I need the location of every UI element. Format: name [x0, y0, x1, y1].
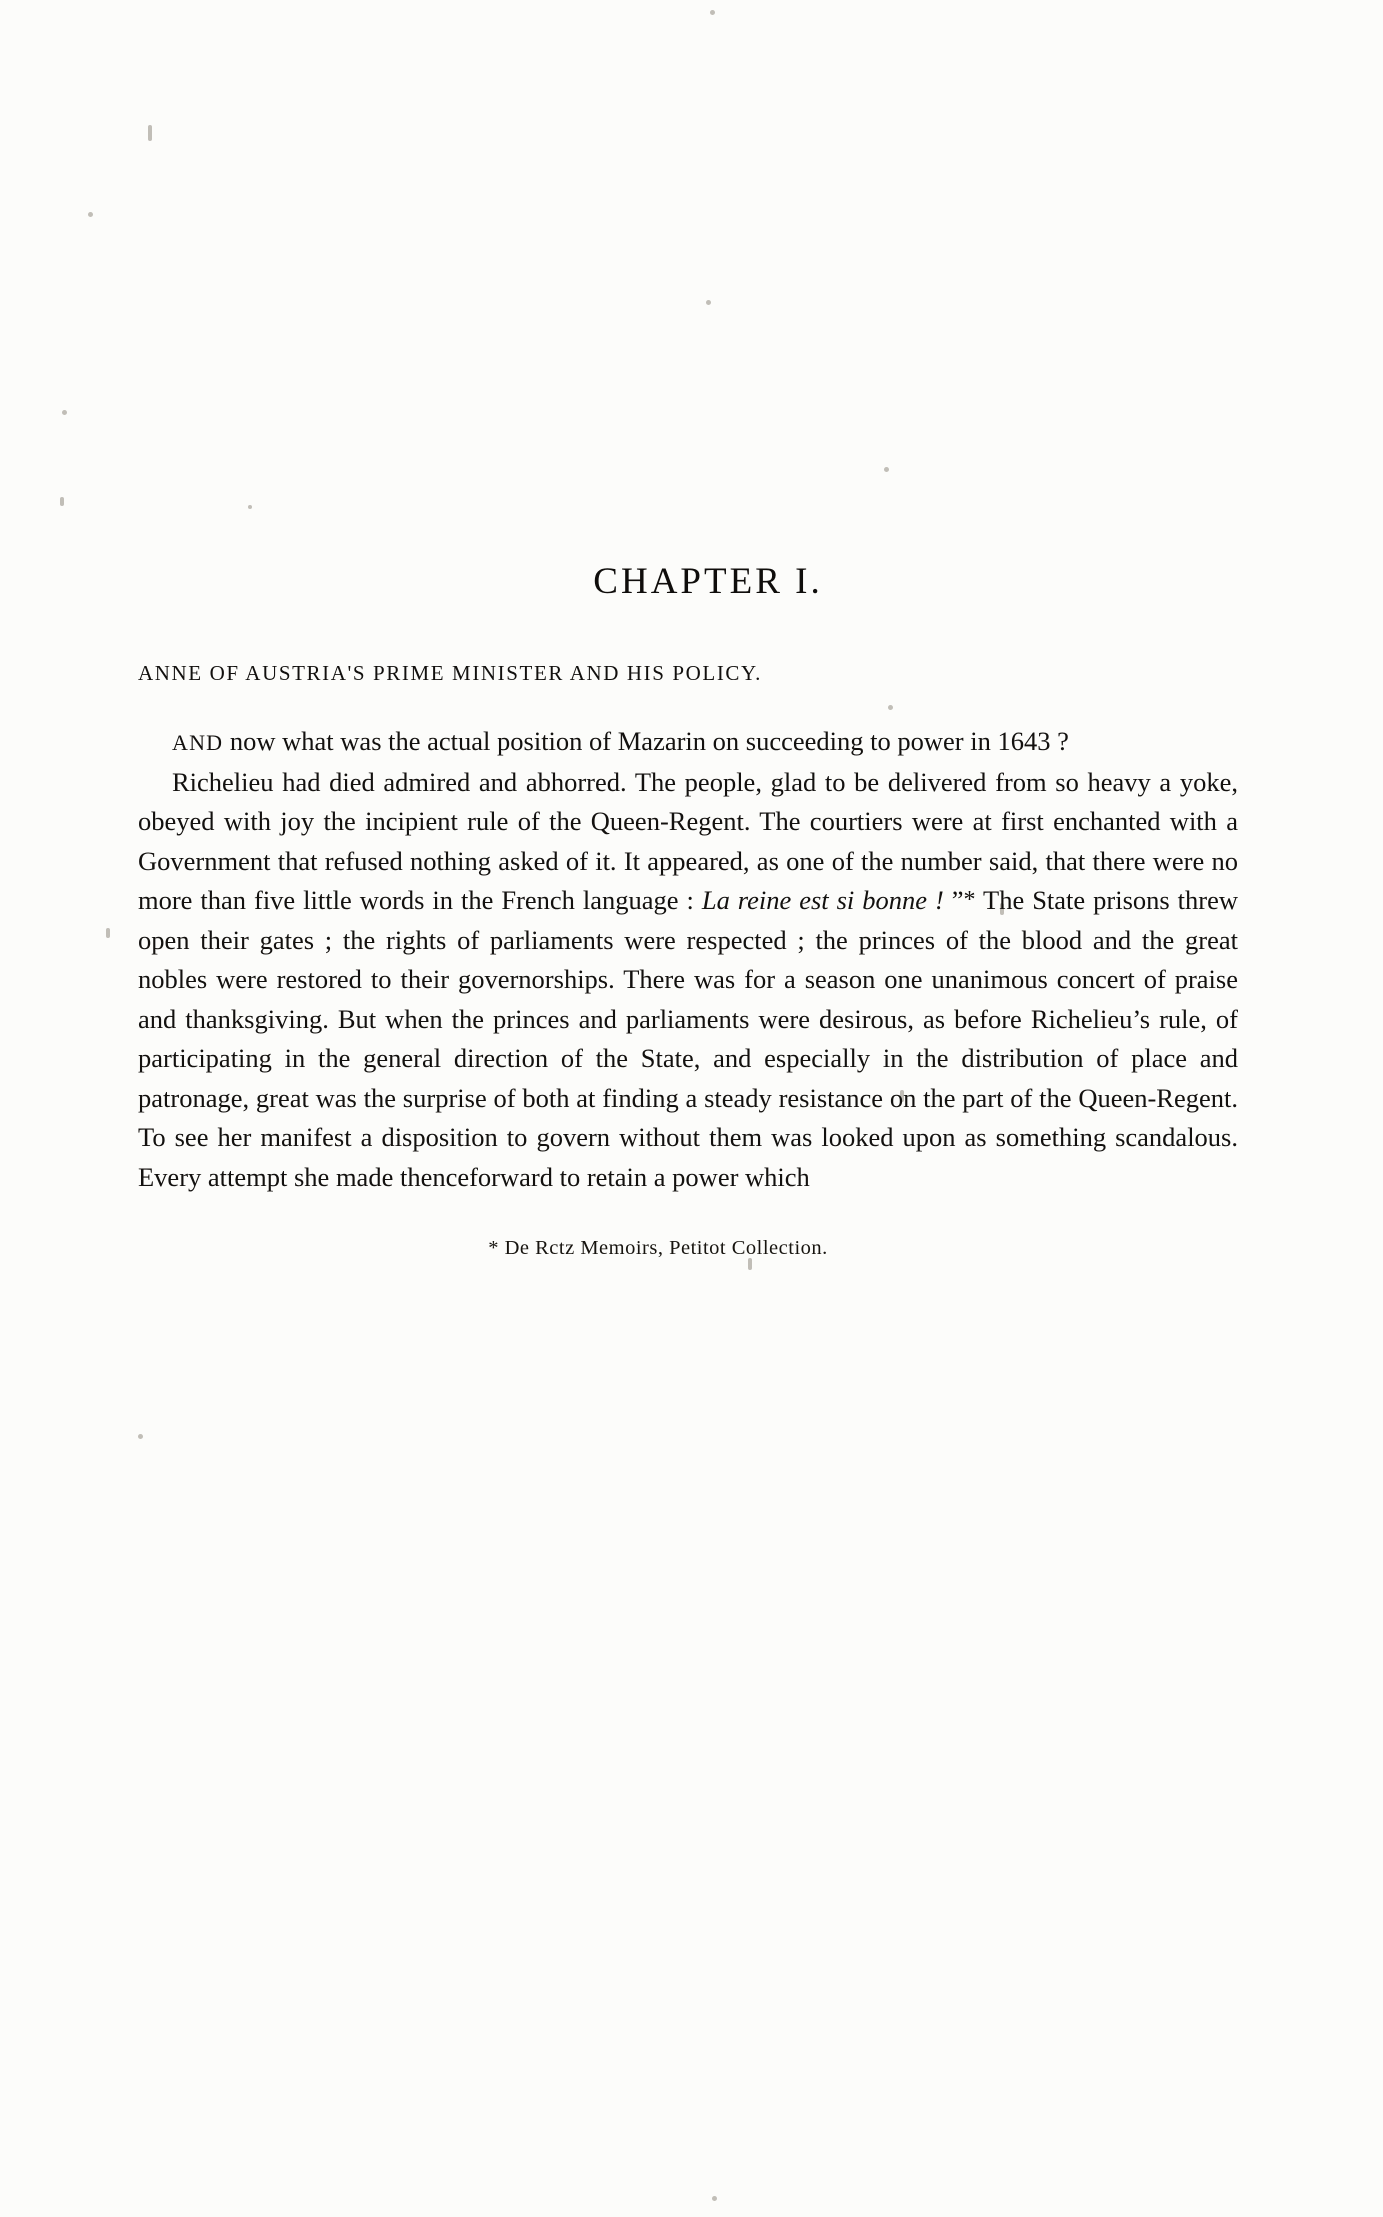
body-text	[138, 722, 1238, 1197]
scan-speck	[148, 125, 152, 141]
page-title: CHAPTER I.	[593, 561, 823, 602]
paragraph-one-rest: now what was the actual position of Mazarin on succeeding to power in 1643 ?	[223, 726, 1069, 756]
scan-speck	[62, 410, 67, 415]
scan-speck	[884, 467, 889, 472]
page-content	[138, 560, 1238, 1260]
footnote-text: * De Rctz Memoirs, Petitot Collection.	[488, 1237, 828, 1259]
scan-speck	[710, 10, 715, 15]
paragraph-two-part-three: The State prisons threw open their gates ; the rights of parliaments were respected ; the princes of the blood and the great nobles were restored to their governorships. There was for a season one unanimous concert of praise and thanksgiving. But when the princes and parliaments were desirous, as before Richelieu’s rule, of participating in the general direction of the State, and especially in the distribution of place and patronage, great was the surprise of both at finding a steady resistance on the part of the Queen-Regent. To see her manifest a disposition to govern without them was looked upon as something scandalous. Every attempt she made thenceforward to retain a power which	[138, 885, 1239, 1192]
paragraph-two	[138, 763, 1238, 1198]
scan-speck	[712, 2196, 717, 2201]
paragraph-one-lead: AND	[172, 730, 224, 755]
scan-speck	[106, 928, 110, 938]
chapter-subtitle: ANNE OF AUSTRIA'S PRIME MINISTER AND HIS POLICY.	[138, 661, 762, 685]
footnote-marker: *	[963, 887, 976, 913]
scan-speck	[248, 505, 252, 509]
paragraph-two-part-one: Richelieu had died admired and abhorred. The people, glad to be delivered from so heavy a yoke, obeyed with joy the incipient rule of the Queen-Regent. The courtiers were at first enchanted with a Government that refused nothing asked of it. It appeared, as one of the number said, that there were no more than five little words in the French language :	[138, 766, 1238, 915]
paragraph-one	[138, 722, 1238, 763]
paragraph-two-italic-quote: La reine est si bonne !	[701, 885, 944, 915]
scan-speck	[88, 212, 93, 217]
scan-speck	[706, 300, 711, 305]
scan-speck	[138, 1434, 143, 1439]
scan-speck	[60, 497, 64, 506]
paragraph-two-quote-close: ”	[943, 885, 964, 915]
